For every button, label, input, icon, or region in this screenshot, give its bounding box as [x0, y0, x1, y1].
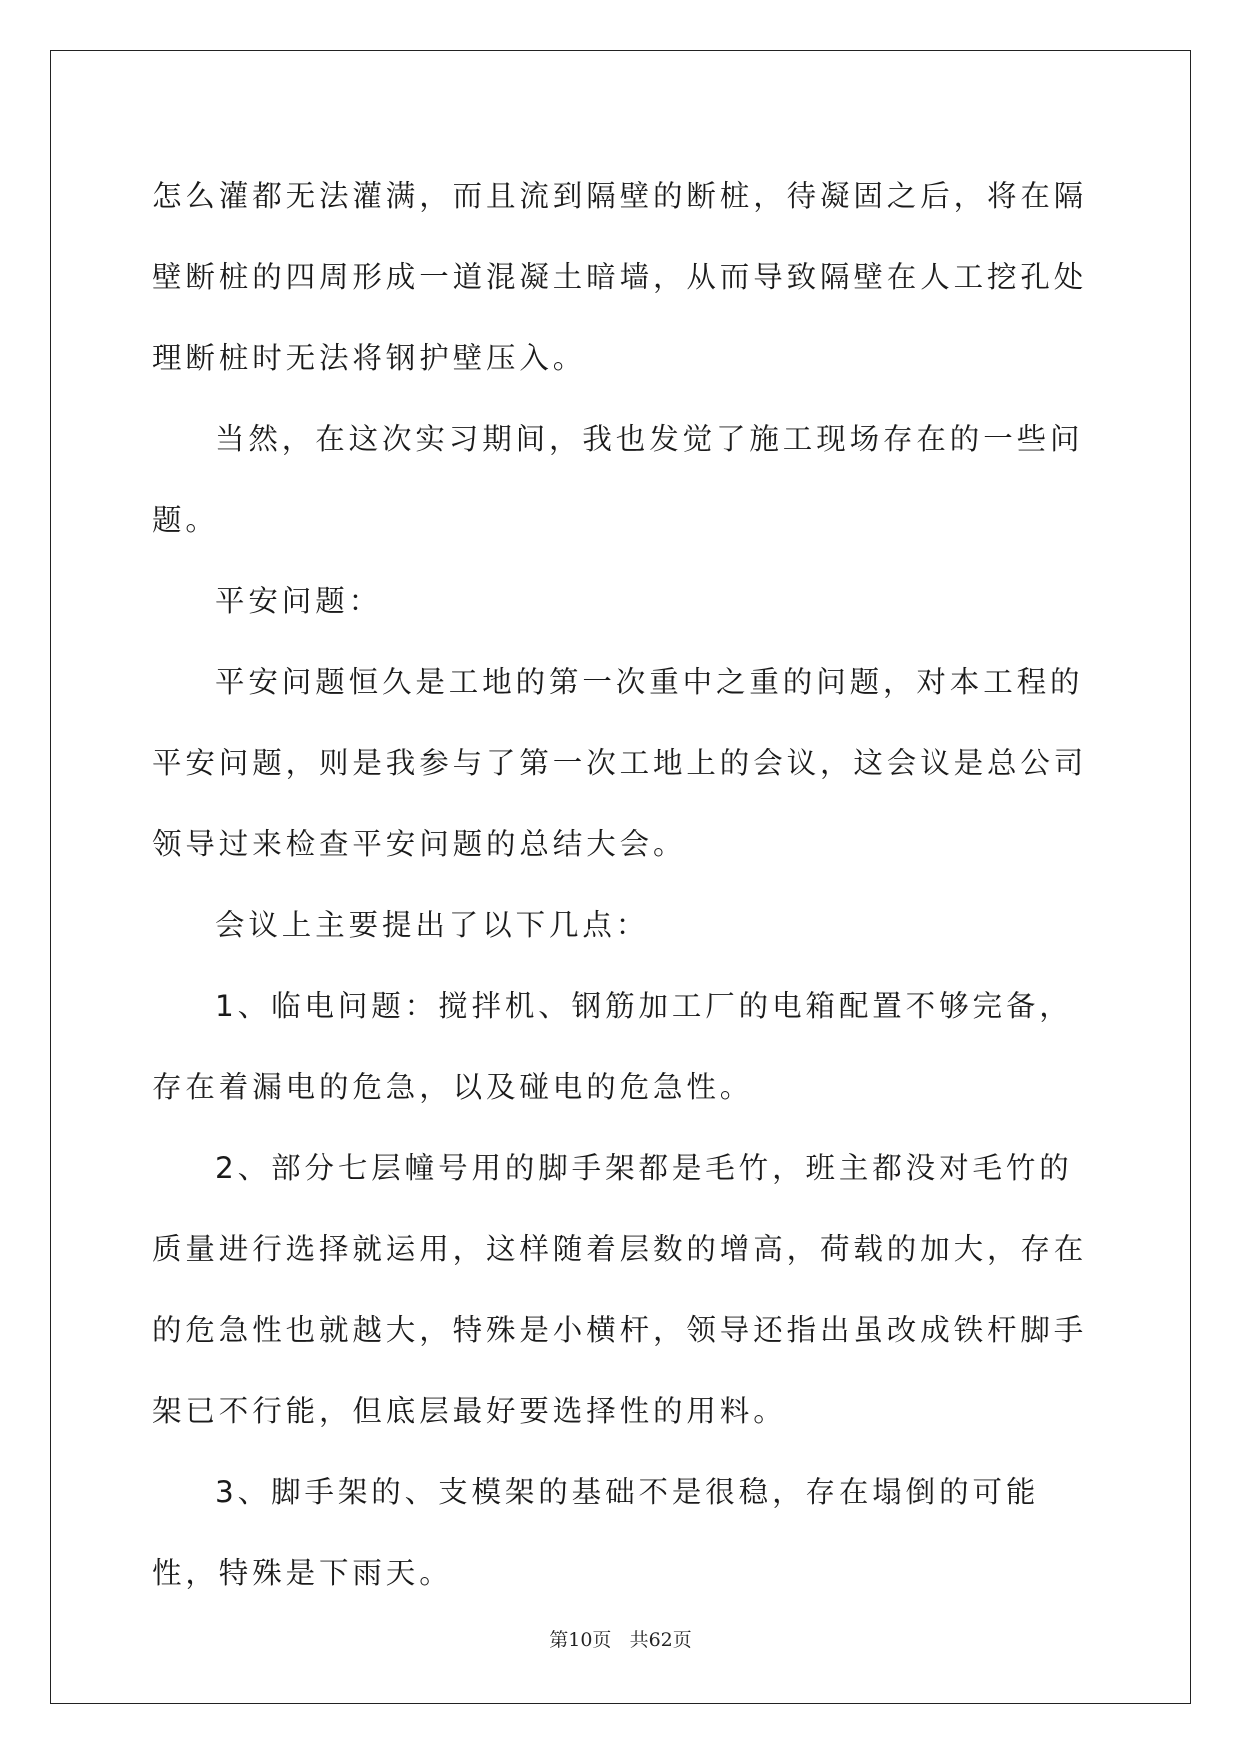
paragraph-6: 1、临电问题：搅拌机、钢筋加工厂的电箱配置不够完备，存在着漏电的危急，以及碰电的危急性。: [152, 989, 1073, 1104]
document-body: [152, 156, 1092, 1614]
paragraph-4: 平安问题恒久是工地的第一次重中之重的问题，对本工程的平安问题，则是我参与了第一次工地上的会议，这会议是总公司领导过来检查平安问题的总结大会。: [152, 665, 1088, 861]
paragraph-5: 会议上主要提出了以下几点：: [215, 908, 650, 942]
page-total: 共62页: [629, 1629, 692, 1651]
paragraph-7: 2、部分七层幢号用的脚手架都是毛竹，班主都没对毛竹的质量进行选择就运用，这样随着层数的增高，荷载的加大，存在的危急性也就越大，特殊是小横杆，领导还指出虽改成铁杆脚手架已不行能，但底层最好要选择性的用料。: [152, 1151, 1088, 1428]
paragraph-2: 当然，在这次实习期间，我也发觉了施工现场存在的一些问题。: [152, 422, 1084, 537]
paragraph-8: 3、脚手架的、支模架的基础不是很稳，存在塌倒的可能性，特殊是下雨天。: [152, 1475, 1040, 1590]
paragraph-1: 怎么灌都无法灌满，而且流到隔壁的断桩，待凝固之后，将在隔壁断桩的四周形成一道混凝土暗墙，从而导致隔壁在人工挖孔处理断桩时无法将钢护壁压入。: [152, 179, 1088, 375]
paragraph-3: 平安问题：: [215, 584, 383, 618]
page-footer: [0, 1625, 1241, 1652]
page-number: 第10页: [549, 1629, 612, 1651]
